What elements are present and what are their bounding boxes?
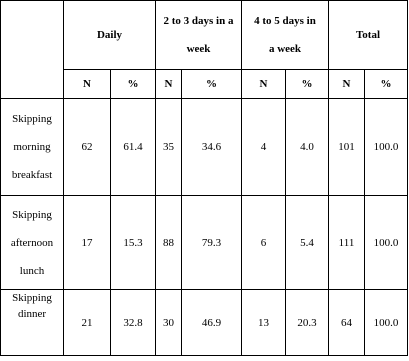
subheader-n: N: [156, 70, 182, 99]
cell-total-n: 111: [329, 196, 365, 290]
cell-2-3-days-n: 30: [156, 290, 182, 356]
group-header-daily-label: Daily: [96, 29, 123, 41]
cell-daily-percent: 15.3: [111, 196, 156, 290]
subheader-n: N: [64, 70, 111, 99]
cell-daily-percent: 61.4: [111, 99, 156, 196]
group-header-daily: [64, 1, 156, 70]
table-row: [1, 290, 408, 356]
subheader-n: N: [329, 70, 365, 99]
group-header-4-to-5-days: [242, 1, 329, 70]
cell-daily-n: 17: [64, 196, 111, 290]
row-label-line: Skipping: [12, 208, 52, 221]
cell-4-5-days-percent: 20.3: [286, 290, 329, 356]
cell-total-percent: 100.0: [365, 290, 408, 356]
cell-total-n: 64: [329, 290, 365, 356]
cell-4-5-days-n: 6: [242, 196, 286, 290]
group-header-4-to-5-days-line2: a week: [268, 43, 302, 55]
subheader-percent: %: [182, 70, 242, 99]
row-label-line: dinner: [17, 308, 47, 320]
row-label-line: Skipping: [12, 292, 52, 304]
group-header-row: [1, 1, 408, 70]
table-row: [1, 196, 408, 290]
subheader-percent: %: [111, 70, 156, 99]
subheader-n: N: [242, 70, 286, 99]
subheader-percent: %: [365, 70, 408, 99]
table-row: [1, 99, 408, 196]
group-header-2-to-3-days-line2: week: [186, 43, 211, 55]
cell-daily-percent: 32.8: [111, 290, 156, 356]
cell-4-5-days-percent: 5.4: [286, 196, 329, 290]
cell-daily-n: 21: [64, 290, 111, 356]
group-header-total-label: Total: [355, 29, 381, 41]
cell-4-5-days-n: 13: [242, 290, 286, 356]
corner-cell: [1, 1, 64, 99]
row-label-line: lunch: [19, 264, 45, 277]
cell-2-3-days-n: 88: [156, 196, 182, 290]
group-header-2-to-3-days-line1: 2 to 3 days in a: [163, 15, 234, 27]
cell-total-n: 101: [329, 99, 365, 196]
cell-total-percent: 100.0: [365, 196, 408, 290]
group-header-2-to-3-days: [156, 1, 242, 70]
row-label: [1, 196, 64, 290]
cell-4-5-days-percent: 4.0: [286, 99, 329, 196]
cell-2-3-days-percent: 46.9: [182, 290, 242, 356]
group-header-total: [329, 1, 408, 70]
subheader-percent: %: [286, 70, 329, 99]
cell-2-3-days-n: 35: [156, 99, 182, 196]
row-label: [1, 99, 64, 196]
cell-total-percent: 100.0: [365, 99, 408, 196]
cell-2-3-days-percent: 79.3: [182, 196, 242, 290]
group-header-4-to-5-days-line1: 4 to 5 days in: [254, 15, 316, 27]
row-label-line: morning: [13, 141, 51, 153]
row-label-line: Skipping: [12, 113, 52, 125]
cell-4-5-days-n: 4: [242, 99, 286, 196]
cell-daily-n: 62: [64, 99, 111, 196]
row-label: [1, 290, 64, 356]
row-label-line: breakfast: [11, 169, 53, 181]
cell-2-3-days-percent: 34.6: [182, 99, 242, 196]
row-label-line: afternoon: [10, 236, 54, 249]
